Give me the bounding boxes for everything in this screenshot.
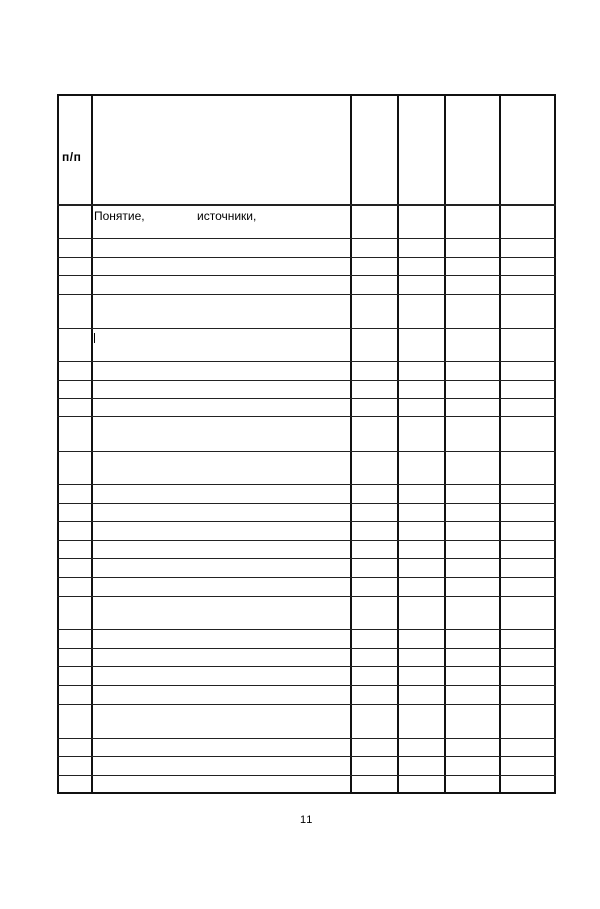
header-row-divider [57,204,556,206]
row-divider [57,328,556,329]
row-divider [57,416,556,417]
row-divider [57,775,556,776]
row-divider [57,361,556,362]
row-divider [57,521,556,522]
row-divider [57,503,556,504]
row-divider [57,704,556,705]
row-divider [57,756,556,757]
column-divider [499,94,501,794]
row-divider [57,596,556,597]
row-divider [57,577,556,578]
row-divider [57,629,556,630]
row-divider [57,558,556,559]
content-table [57,94,556,794]
row-divider [57,666,556,667]
row-divider [57,294,556,295]
row-divider [57,451,556,452]
row-divider [57,380,556,381]
column-divider [444,94,446,794]
column-divider [350,94,352,794]
row-divider [57,257,556,258]
row-divider [57,275,556,276]
row-divider [57,238,556,239]
row-divider [57,398,556,399]
page-number: 11 [300,814,314,826]
row-divider [57,540,556,541]
row-divider [57,484,556,485]
row-divider [57,648,556,649]
column-divider [397,94,399,794]
row-1-topic-part-1: Понятие, [94,209,145,223]
number-column-header: п/п [62,150,82,164]
row-1-topic-part-2: источники, [197,209,257,223]
text-mark [94,333,95,343]
row-divider [57,738,556,739]
column-divider [91,94,93,794]
row-divider [57,685,556,686]
